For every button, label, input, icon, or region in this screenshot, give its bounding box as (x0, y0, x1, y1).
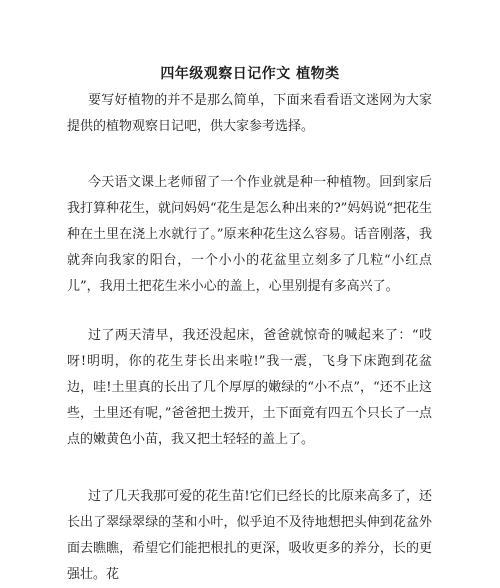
paragraph-intro: 要写好植物的并不是那么简单，下面来看看语文迷网为大家提供的植物观察日记吧，供大家参考选择。 (67, 93, 432, 134)
paragraph-growing: 过了几天我那可爱的花生苗!它们已经长的比原来高多了，还长出了翠绿翠绿的茎和小叶，似乎迫不及待地想把头伸到花盆外面去瞧瞧，希望它们能把根扎的更深，吸收更多的养分，长的更强壮。花 (67, 489, 432, 582)
paragraph-sprouting: 过了两天清早，我还没起床，爸爸就惊奇的喊起来了：“哎呀!明明，你的花生芽长出来啦!”我一震，飞身下床跑到花盆边，哇!土里真的长出了几个厚厚的嫩绿的“小不点”，“还不止这些，土里还有呢，”爸爸把土拨开，土下面竟有四五个只长了一点点的嫩黄色小苗，我又把土轻轻的盖上了。 (67, 328, 432, 447)
document-title: 四年级观察日记作文 植物类 (160, 66, 340, 82)
paragraph-planting: 今天语文课上老师留了一个作业就是种一种植物。回到家后我打算种花生，就问妈妈“花生是怎么种出来的?”妈妈说“把花生种在土里在浇上水就行了。”原来种花生这么容易。话音刚落，我就奔向我家的阳台，一个小小的花盆里立刻多了几粒“小红点儿”，我用土把花生米小心的盖上，心里别提有多高兴了。 (67, 175, 432, 294)
